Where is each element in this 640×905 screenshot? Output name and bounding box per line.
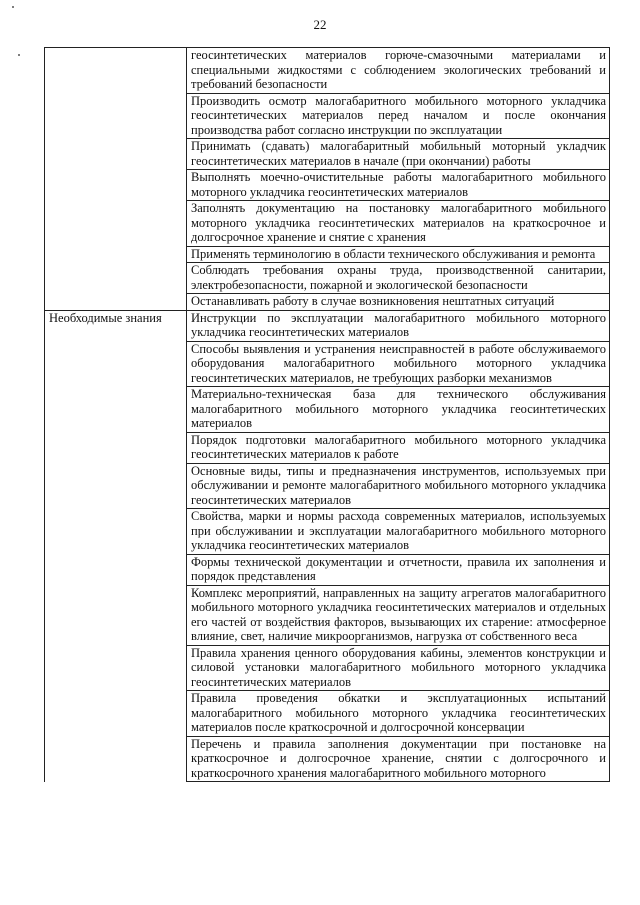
knowledge-text: Порядок подготовки малогабаритного мобильного моторного укладчика геосинтетических материалов к работе [191,432,606,461]
knowledge-text: Способы выявления и устранения неисправностей в работе обслуживаемого оборудования малогабаритного мобильного моторного укладчика геосинтетических материалов, не требующих разборки механизмов [191,341,606,385]
requirement-text: Останавливать работу в случае возникновения нештатных ситуаций [191,294,555,308]
section-heading: Необходимые знания [49,310,162,325]
requirement-text: Выполнять моечно-очистительные работы малогабаритного мобильного моторного укладчика геосинтетических материалов [191,170,606,199]
table-cell [187,509,610,555]
requirement-text: Заполнять документацию на постановку малогабаритного мобильного моторного укладчика геосинтетических материалов на краткосрочное и долгосрочное хранение и снятие с хранения [191,201,606,244]
table-cell [187,432,610,463]
knowledge-text: Инструкции по эксплуатации малогабаритного мобильного моторного укладчика геосинтетических материалов [191,310,606,339]
scan-speck [18,54,20,56]
requirement-text: Применять терминологию в области технического обслуживания и ремонта [191,246,596,261]
scan-speck [12,6,14,8]
table-row [45,48,610,94]
knowledge-text: Перечень и правила заполнения документации при постановке на краткосрочное и долгосрочное хранение, снятии с долгосрочного и краткосрочного хранения малогабаритного мобильного моторного [191,736,606,780]
knowledge-text: Комплекс мероприятий, направленных на защиту агрегатов малогабаритного мобильного моторного укладчика геосинтетических материалов и отдельных его частей от воздействия факторов, вызывающих их старение: атмосферное влияние, свет, наличие микроорганизмов, нагрузка от собственного веса [191,585,606,643]
knowledge-text: Правила хранения ценного оборудования кабины, элементов конструкции и силовой установки малогабаритного мобильного моторного укладчика геосинтетических материалов [191,645,606,689]
requirement-text: Производить осмотр малогабаритного мобильного моторного укладчика геосинтетических материалов перед началом и после окончания производства работ согласно инструкции по эксплуатации [191,93,606,137]
requirement-text: геосинтетических материалов горюче-смазочными материалами и специальными жидкостями с соблюдением экологических требований и требований безопасности [191,48,606,91]
table-cell [187,170,610,201]
table-cell [187,691,610,737]
table-cell [187,387,610,433]
table-cell [187,554,610,585]
table-cell [187,263,610,294]
section-heading-cell [45,48,187,311]
table-cell [187,341,610,387]
table-cell [187,585,610,645]
table-cell [187,294,610,311]
table-cell [187,139,610,170]
knowledge-text: Основные виды, типы и предназначения инструментов, используемых при обслуживании и ремонте малогабаритного мобильного моторного укладчика геосинтетических материалов [191,463,606,507]
table-cell [187,736,610,782]
knowledge-text: Материально-техническая база для технического обслуживания малогабаритного мобильного моторного укладчика геосинтетических материалов [191,387,606,430]
table-cell [187,48,610,94]
table-cell [187,463,610,509]
table-cell [187,201,610,247]
table-cell [187,310,610,341]
table-cell [187,645,610,691]
section-heading-cell [45,310,187,782]
table-row [45,310,610,341]
knowledge-text: Правила проведения обкатки и эксплуатационных испытаний малогабаритного мобильного моторного укладчика геосинтетических материалов после краткосрочной и долгосрочной консервации [191,691,606,734]
table-cell [187,246,610,263]
page-number: 22 [313,17,327,32]
knowledge-text: Свойства, марки и нормы расхода современных материалов, используемых при обслуживании и эксплуатации малогабаритного мобильного моторного укладчика геосинтетических материалов [191,509,606,552]
requirements-table [44,47,610,782]
knowledge-text: Формы технической документации и отчетности, правила их заполнения и порядок представления [191,554,606,583]
table-cell [187,93,610,139]
requirement-text: Принимать (сдавать) малогабаритный мобильный моторный укладчик геосинтетических материалов в начале (при окончании) работы [191,139,606,168]
requirement-text: Соблюдать требования охраны труда, производственной санитарии, электробезопасности, пожарной и экологической безопасности [191,263,606,292]
